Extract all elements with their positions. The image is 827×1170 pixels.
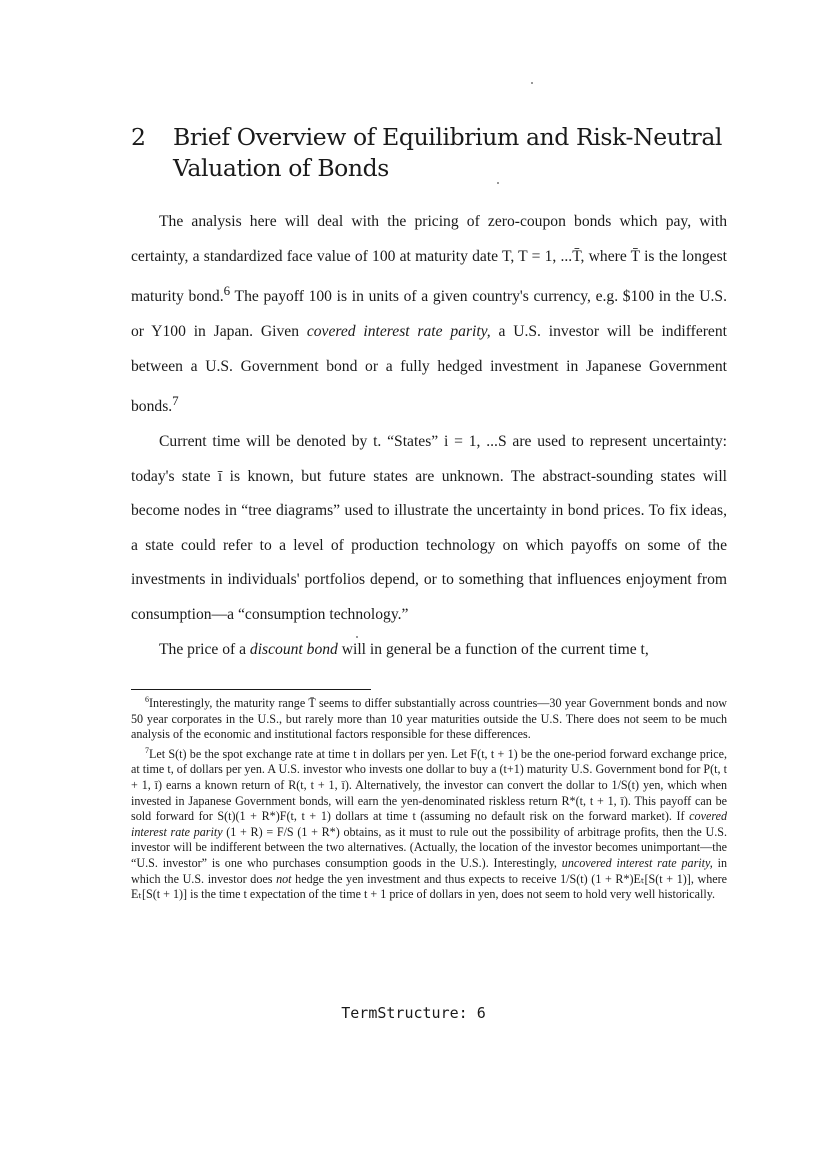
section-title-line1: Brief Overview of Equilibrium and Risk-Neutral <box>173 123 723 151</box>
footnote-7-text-b: (1 + R) = F/S (1 + R*) obtains, as it must to rule out the possibility of arbitrage profits, then the U.S. investor will be indifferent between the two alternatives. (Actually, the location of the investor becomes unimportant—the “U.S. investor” is one who purchases consumption goods in the U.S.). Interestingly, <box>131 824 727 870</box>
section-title-line2: Valuation of Bonds <box>173 154 389 182</box>
body-text <box>131 205 727 667</box>
footnote-7-text-c: in which the U.S. investor does <box>131 856 727 886</box>
p1-text-c: a U.S. investor will be indifferent between a U.S. Government bond or a fully hedged investment in Japanese Government bonds. <box>131 322 727 416</box>
footnote-6-mark: 6 <box>145 695 149 704</box>
footnote-7 <box>131 743 727 903</box>
footnote-6-text: Interestingly, the maturity range T̄ seems to differ substantially across countries—30 year Government bonds and now 50 year corporates in the U.S., but rarely more than 10 year maturities outside the U.S. There does not seem to be much analysis of the economic and institutional factors responsible for these differences. <box>131 696 727 742</box>
footnote-7-emphasis-2: uncovered interest rate parity, <box>561 856 713 870</box>
paragraph-2: Current time will be denoted by t. “States” i = 1, ...S are used to represent uncertainty: today's state ī is known, but future states are unknown. The abstract-sounding states will become nodes in “tree diagrams” used to illustrate the uncertainty in bond prices. To fix ideas, a state could refer to a level of production technology on which payoffs on some of the investments in individuals' portfolios depend, or to something that influences enjoyment from consumption—a “consumption technology.” <box>131 432 727 623</box>
footnote-rule <box>131 689 371 690</box>
footnote-ref-6: 6 <box>223 283 231 299</box>
p3-emphasis: discount bond <box>249 640 338 658</box>
footnote-7-text-a: Let S(t) be the spot exchange rate at time t in dollars per yen. Let F(t, t + 1) be the one-period forward exchange price, at time t, of dollars per yen. A U.S. investor who invests one dollar to buy a (t+1) maturity U.S. Government bond for P(t, t + 1, ī) earns a known return of R(t, t + 1, ī). Alternatively, the investor can convert the dollar to 1/S(t) yen, which when invested in Japanese Government bonds, will earn the yen-denominated riskless return R*(t, t + 1, ī). This payoff can be sold forward for S(t)(1 + R*)F(t, t + 1) dollars at time t (assuming no default risk on the forward market). If <box>131 746 727 824</box>
scan-speck <box>531 82 533 84</box>
footnote-7-mark: 7 <box>145 745 149 755</box>
p3-text-b: will in general be a function of the current time t, <box>337 640 649 658</box>
footnotes <box>131 692 727 903</box>
paragraph-1 <box>131 205 727 425</box>
p1-emphasis: covered interest rate parity, <box>306 322 491 340</box>
paragraph-3 <box>131 633 727 668</box>
p1-text-b: The payoff 100 is in units of a given country's currency, e.g. $100 in the U.S. or Y100 in Japan. Given <box>131 288 727 340</box>
footnote-7-emphasis: covered interest rate parity <box>131 809 727 839</box>
section-heading <box>131 122 751 184</box>
footnote-6 <box>131 692 727 743</box>
footnote-7-text-d: hedge the yen investment and thus expects to receive 1/S(t) (1 + R*)Eₜ[S(t + 1)], where Eₜ[S(t + 1)] is the time t expectation of the time t + 1 price of dollars in yen, does not seem to hold very well historically. <box>131 871 728 902</box>
p1-text-a: The analysis here will deal with the pricing of zero-coupon bonds which pay, with certainty, a standardized face value of 100 at maturity date T, T = 1, ...T̄, where T̄ is the longest maturity bond. <box>131 213 727 306</box>
footnote-ref-7: 7 <box>172 393 179 409</box>
p3-text-a: The price of a <box>159 640 250 658</box>
section-number: 2 <box>131 123 146 151</box>
page-footer: TermStructure: 6 <box>341 1004 486 1022</box>
footnote-7-emphasis-3: not <box>276 871 292 886</box>
